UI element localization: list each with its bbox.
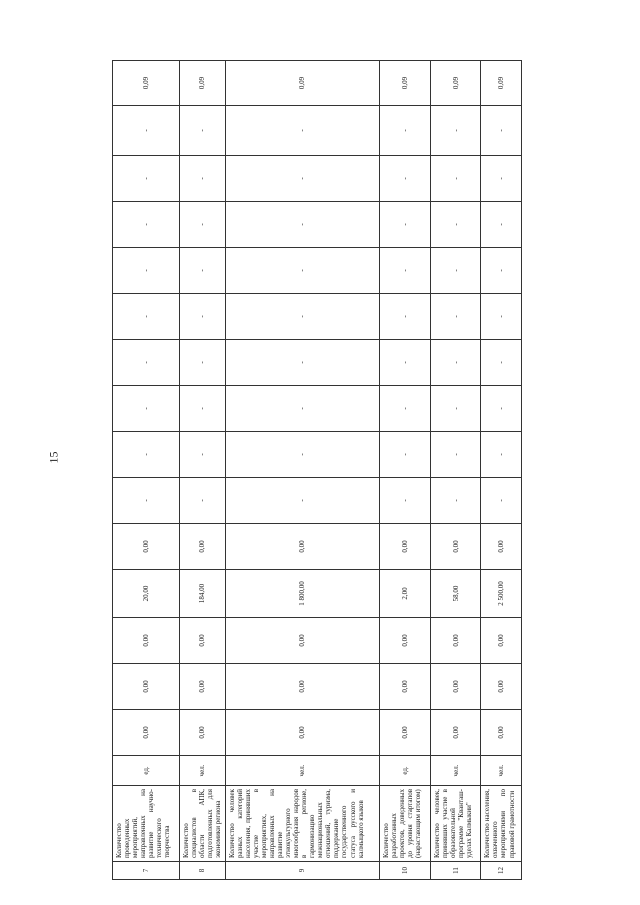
row-value: - <box>481 248 522 294</box>
row-value: - <box>481 432 522 478</box>
row-value: - <box>179 432 225 478</box>
row-value: 0,00 <box>430 618 481 664</box>
row-description: Количество разработанных проектов, доведенных до уровня стартапов (нарастающим итогом) <box>379 786 430 862</box>
row-value: 0,00 <box>430 524 481 570</box>
row-value: - <box>481 106 522 156</box>
row-value: 0,09 <box>179 61 225 106</box>
table-row <box>379 61 430 880</box>
row-value: - <box>179 294 225 340</box>
row-value: - <box>481 340 522 386</box>
row-value: - <box>379 294 430 340</box>
row-value: - <box>179 478 225 524</box>
row-value: - <box>179 202 225 248</box>
row-unit: чел. <box>225 756 379 786</box>
row-value: - <box>430 156 481 202</box>
row-value: - <box>179 386 225 432</box>
row-value: - <box>225 106 379 156</box>
row-unit: чел. <box>430 756 481 786</box>
row-unit: чел. <box>481 756 522 786</box>
rotated-table <box>112 60 522 880</box>
row-number: 9 <box>225 862 379 880</box>
row-value: - <box>430 432 481 478</box>
row-value: 58,00 <box>430 570 481 618</box>
row-value: - <box>113 156 180 202</box>
row-value: 0,00 <box>379 664 430 710</box>
row-value: - <box>481 478 522 524</box>
row-value: 0,09 <box>430 61 481 106</box>
row-value: 0,00 <box>481 618 522 664</box>
table-row <box>113 61 180 880</box>
row-number: 8 <box>179 862 225 880</box>
page-number: 15 <box>46 451 61 464</box>
table-row <box>225 61 379 880</box>
row-value: 0,00 <box>225 618 379 664</box>
row-value: - <box>225 202 379 248</box>
row-value: - <box>225 386 379 432</box>
row-description: Количество человек, принявших участие в образовательной программе "Кванташ-уделах Калмыкии" <box>430 786 481 862</box>
row-value: - <box>379 478 430 524</box>
row-value: 0,00 <box>481 524 522 570</box>
row-value: 0,00 <box>430 710 481 756</box>
row-value: 0,00 <box>481 710 522 756</box>
row-description: Количество проведенных мероприятий, направленных на развитие научно-технического творчества <box>113 786 180 862</box>
row-value: - <box>379 202 430 248</box>
row-value: 0,09 <box>379 61 430 106</box>
row-value: 0,09 <box>225 61 379 106</box>
row-value: - <box>379 106 430 156</box>
row-value: 0,00 <box>179 664 225 710</box>
row-unit: ед. <box>113 756 180 786</box>
row-value: - <box>379 432 430 478</box>
row-value: - <box>430 340 481 386</box>
row-value: - <box>225 478 379 524</box>
row-value: 0,00 <box>430 664 481 710</box>
row-value: - <box>430 294 481 340</box>
row-description: Количество человек разных категорий населения, принявших участие в мероприятиях, направленных на развитие этнокультурного многообразия народов в регионе, гармонизацию межнациональных отношений, туризма, поддержание государственного статуса русского и калмыцкого языков <box>225 786 379 862</box>
row-value: 0,09 <box>113 61 180 106</box>
row-value: - <box>430 386 481 432</box>
row-number: 7 <box>113 862 180 880</box>
row-value: - <box>225 432 379 478</box>
row-value: 1 800,00 <box>225 570 379 618</box>
row-value: - <box>430 202 481 248</box>
row-value: - <box>113 478 180 524</box>
row-value: - <box>179 156 225 202</box>
row-value: - <box>113 294 180 340</box>
row-value: 0,00 <box>225 664 379 710</box>
row-value: - <box>113 248 180 294</box>
row-value: 184,00 <box>179 570 225 618</box>
row-value: - <box>481 156 522 202</box>
row-value: - <box>113 106 180 156</box>
row-value: 0,00 <box>179 524 225 570</box>
row-value: 0,00 <box>179 618 225 664</box>
row-value: - <box>430 478 481 524</box>
row-unit: чел. <box>179 756 225 786</box>
table-row <box>430 61 481 880</box>
row-number: 12 <box>481 862 522 880</box>
row-number: 10 <box>379 862 430 880</box>
row-value: - <box>113 202 180 248</box>
row-value: 0,00 <box>481 664 522 710</box>
row-value: - <box>179 106 225 156</box>
row-value: - <box>179 340 225 386</box>
row-value: 0,00 <box>379 618 430 664</box>
table-row <box>179 61 225 880</box>
row-value: - <box>113 340 180 386</box>
row-description: Количество населения, охваченного мероприятиями по правовой грамотности <box>481 786 522 862</box>
row-value: - <box>379 248 430 294</box>
row-value: - <box>379 340 430 386</box>
row-value: 20,00 <box>113 570 180 618</box>
row-value: 2 500,00 <box>481 570 522 618</box>
row-value: - <box>481 386 522 432</box>
row-value: 2,00 <box>379 570 430 618</box>
table-container <box>112 60 522 880</box>
row-value: - <box>379 156 430 202</box>
row-value: - <box>225 156 379 202</box>
row-value: 0,00 <box>113 664 180 710</box>
row-description: Количество специалистов в области АПК, подготовленных для экономики региона <box>179 786 225 862</box>
row-value: - <box>481 202 522 248</box>
row-value: - <box>179 248 225 294</box>
row-value: - <box>225 340 379 386</box>
table-row <box>481 61 522 880</box>
row-value: - <box>430 248 481 294</box>
row-number: 11 <box>430 862 481 880</box>
indicator-table <box>112 60 522 880</box>
row-value: 0,00 <box>113 618 180 664</box>
row-unit: ед. <box>379 756 430 786</box>
row-value: 0,00 <box>179 710 225 756</box>
row-value: 0,00 <box>113 524 180 570</box>
row-value: 0,00 <box>225 710 379 756</box>
row-value: - <box>430 106 481 156</box>
row-value: 0,00 <box>379 524 430 570</box>
row-value: - <box>113 386 180 432</box>
row-value: 0,00 <box>379 710 430 756</box>
row-value: 0,09 <box>481 61 522 106</box>
row-value: 0,00 <box>113 710 180 756</box>
row-value: 0,00 <box>225 524 379 570</box>
row-value: - <box>481 294 522 340</box>
row-value: - <box>225 248 379 294</box>
row-value: - <box>379 386 430 432</box>
row-value: - <box>113 432 180 478</box>
row-value: - <box>225 294 379 340</box>
